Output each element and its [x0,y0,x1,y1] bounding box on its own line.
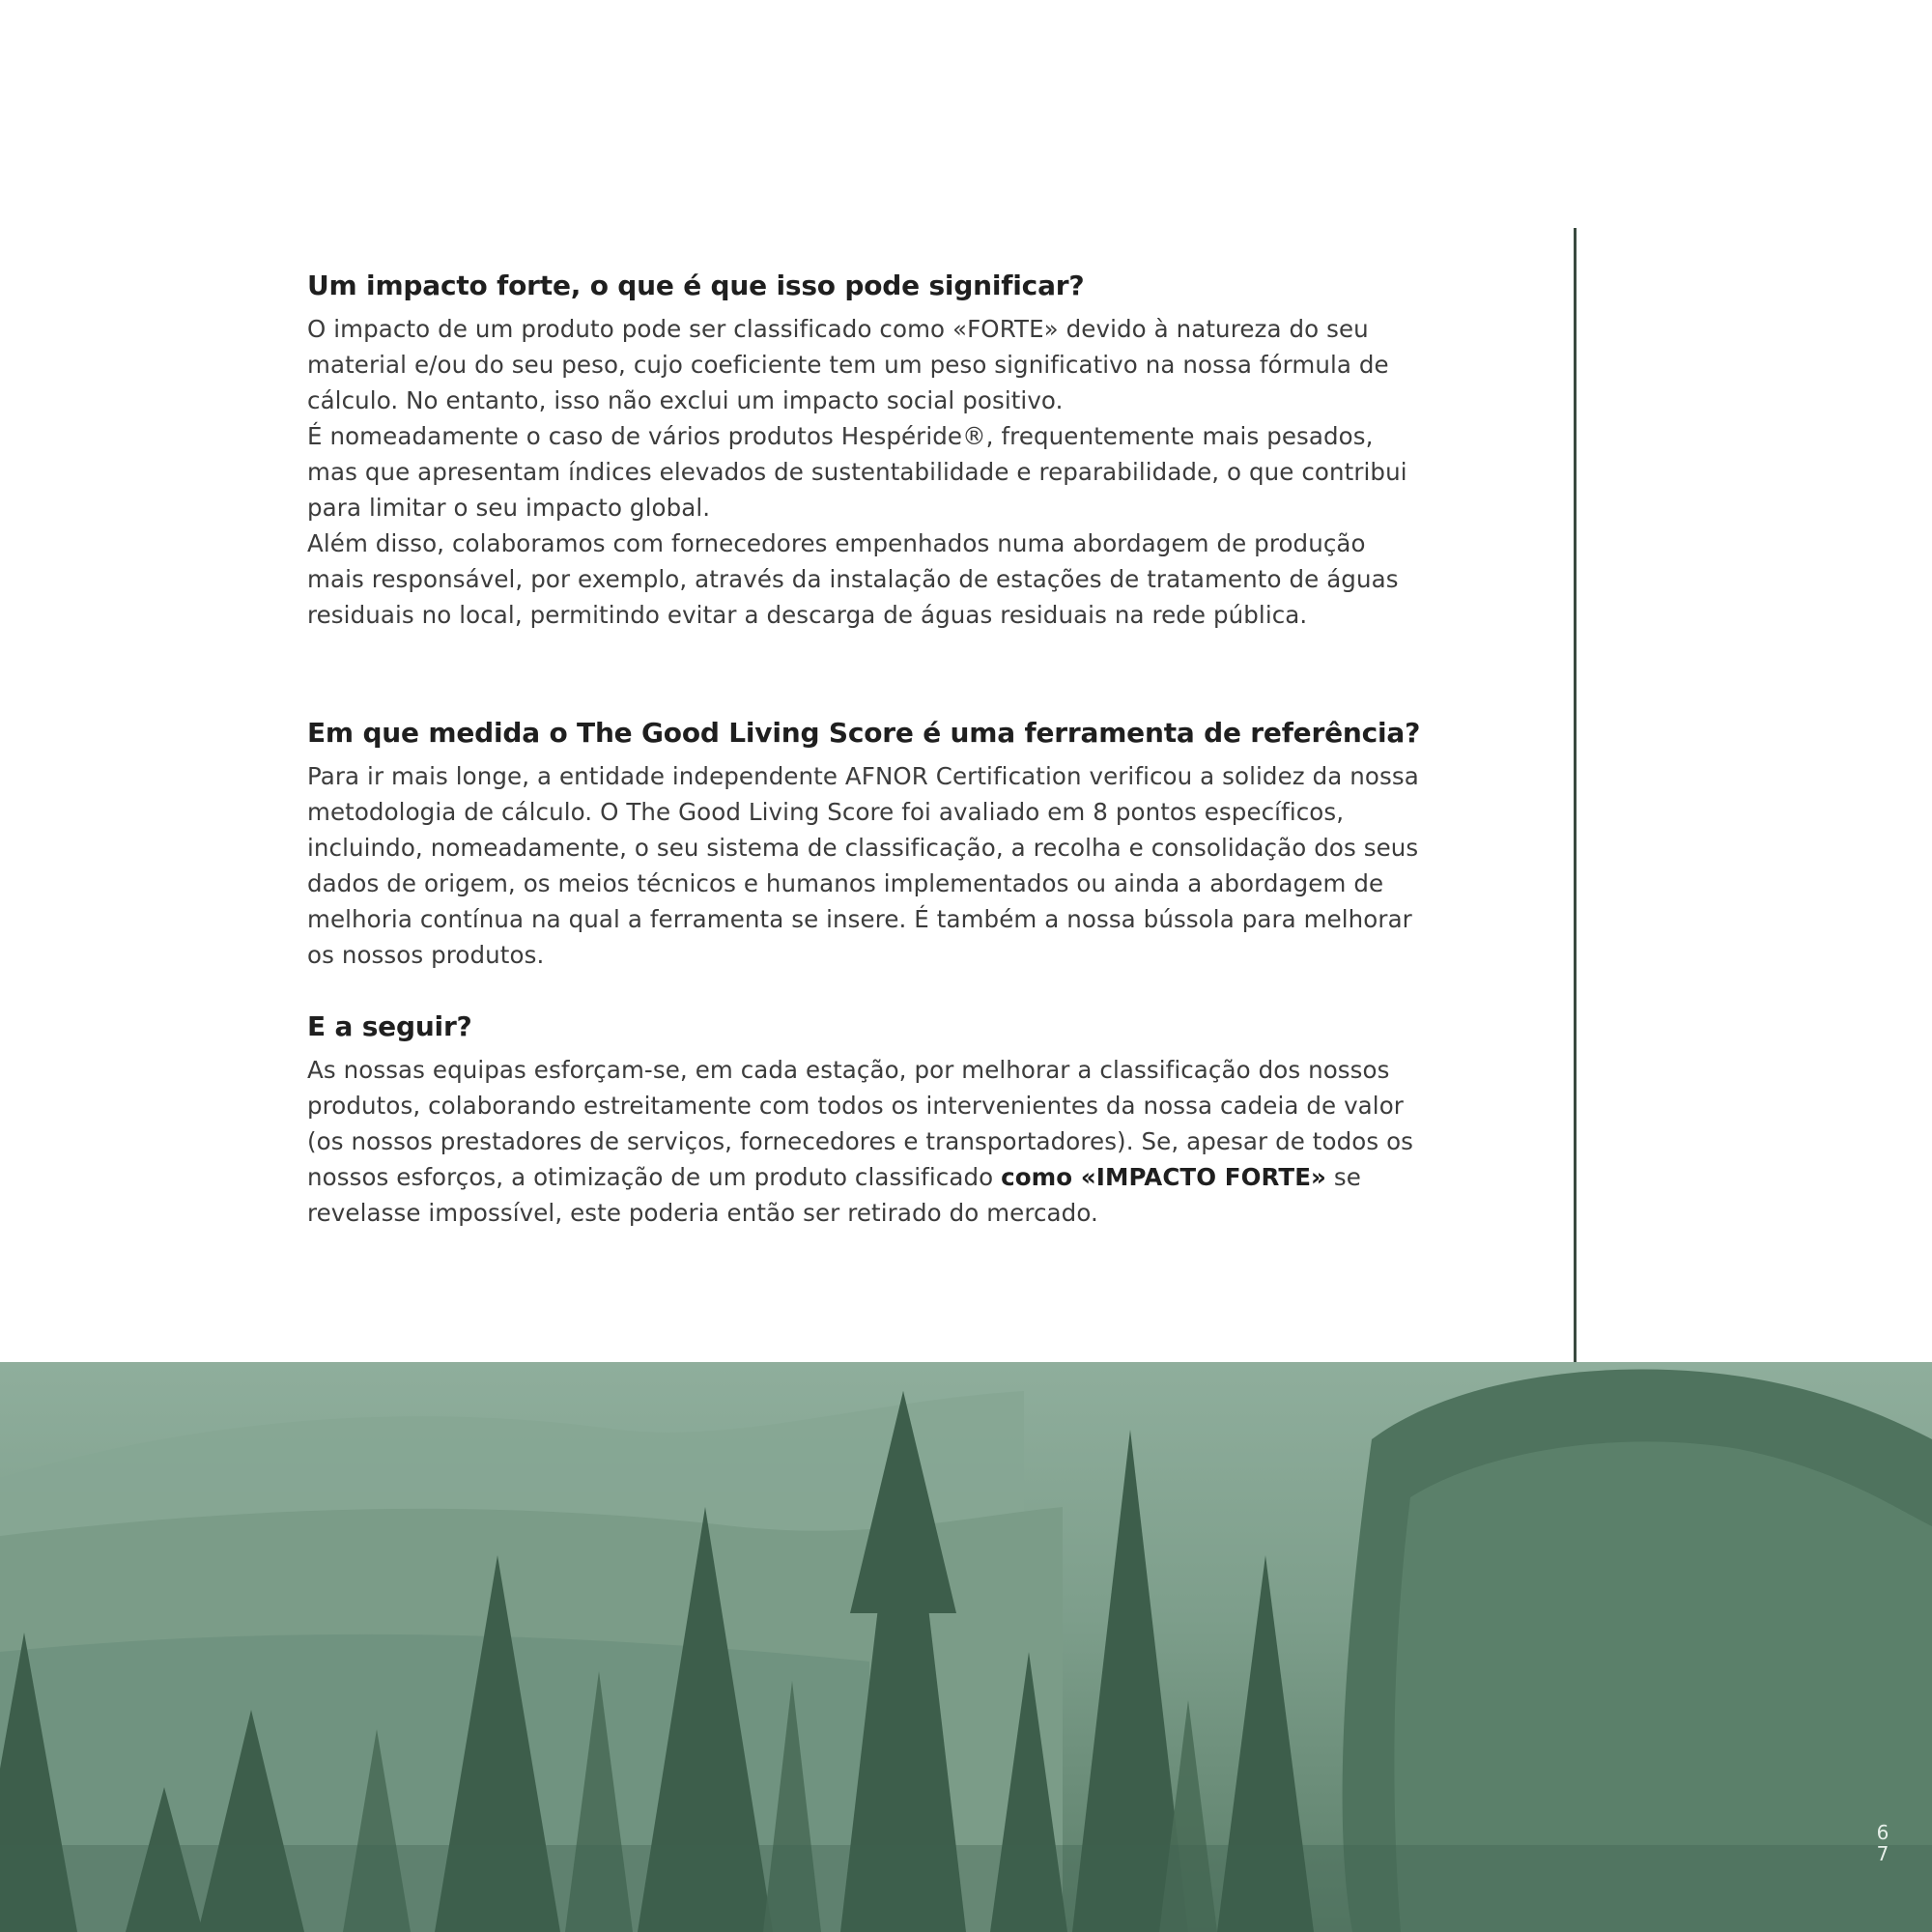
paragraph-emphasis: como «IMPACTO FORTE» [1001,1163,1326,1191]
forest-photo [0,1362,1932,1932]
section-heading: E a seguir? [307,1010,472,1042]
section-paragraph: Para ir mais longe, a entidade independente AFNOR Certification verificou a solidez da nossa metodologia de cálculo. O The Good Living Score foi avaliado em 8 pontos específicos, incluindo, nomeadamente, o seu sistema de classificação, a recolha e consolidação dos seus dados de origem, os meios técnicos e humanos implementados ou ainda a abordagem de melhoria contínua na qual a ferramenta se insere. É também a nossa bússola para melhorar os nossos produtos. [307,762,1419,969]
forest-illustration [0,1362,1932,1932]
section-paragraph: O impacto de um produto pode ser classificado como «FORTE» devido à natureza do seu material e/ou do seu peso, cujo coeficiente tem um peso significativo na nossa fórmula de cálculo. No entanto, isso não exclui um impacto social positivo. [307,315,1389,414]
section-heading: Em que medida o The Good Living Score é uma ferramenta de referência? [307,717,1421,749]
vertical-divider [1574,228,1577,1362]
section-paragraph [307,1052,1428,1231]
section-strong-impact [307,267,1428,633]
text-column [307,267,1428,1231]
section-heading: Um impacto forte, o que é que isso pode significar? [307,270,1085,301]
paragraph-text: se revelasse impossível, este poderia então ser retirado do mercado. [307,1163,1361,1227]
section-reference-tool [307,714,1428,973]
page-number: 6 7 [1876,1821,1889,1865]
paragraph-text: As nossas equipas esforçam-se, em cada estação, por melhorar a classificação dos nossos produtos, colaborando estreitamente com todos os intervenientes da nossa cadeia de valor (os nossos prestadores de serviços, fornecedores e transportadores). Se, apesar de todos os nossos esforços, a otimização de um produto classificado [307,1056,1414,1191]
section-paragraph: Além disso, colaboramos com fornecedores empenhados numa abordagem de produção mais responsável, por exemplo, através da instalação de estações de tratamento de águas residuais no local, permitindo evitar a descarga de águas residuais na rede pública. [307,529,1399,629]
section-next-steps [307,1008,1428,1231]
section-paragraph: É nomeadamente o caso de vários produtos Hespéride®, frequentemente mais pesados, mas que apresentam índices elevados de sustentabilidade e reparabilidade, o que contribui para limitar o seu impacto global. [307,422,1407,522]
